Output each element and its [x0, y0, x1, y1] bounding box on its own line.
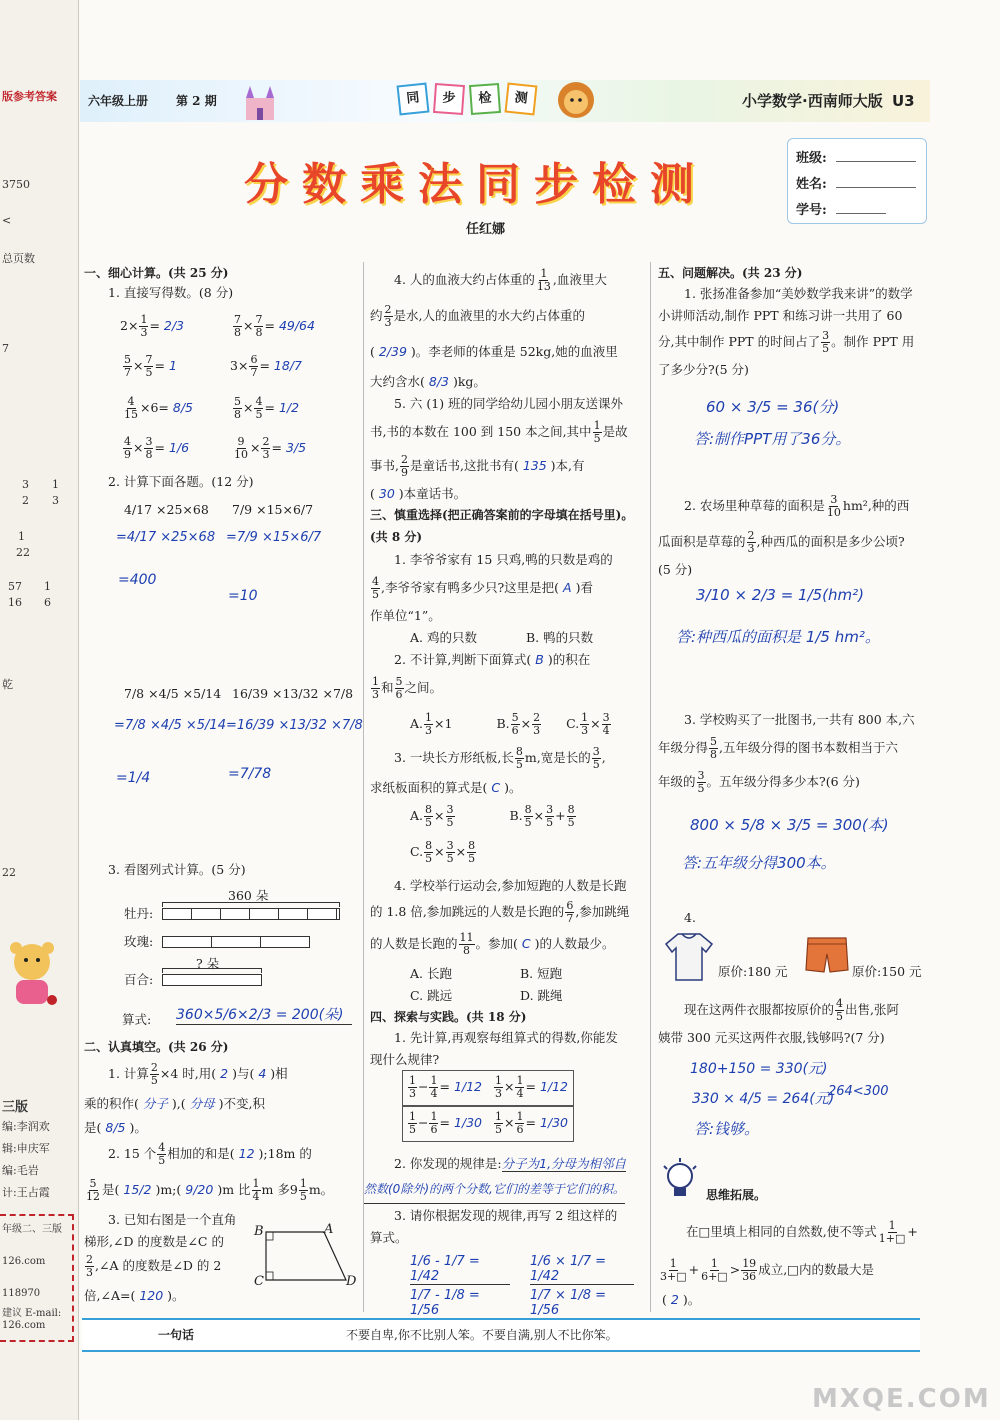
- strip-item: 3: [22, 478, 29, 491]
- strip-item: 1: [52, 478, 59, 491]
- p4-number: 4.: [684, 910, 696, 925]
- rule-answer: 分子为1,分母为相邻自: [501, 1156, 627, 1171]
- brand-code: U3: [891, 92, 915, 110]
- fill-3-line2: 梯形,∠D 的度数是∠C 的: [84, 1234, 224, 1249]
- page-title: 分数乘法同步检测: [244, 159, 708, 210]
- strip-credit: 编:毛岩: [2, 1164, 39, 1177]
- m1-line3: 作单位“1”。: [370, 608, 441, 623]
- c4-line2: 约 $\frac{2}{3}$ 是水,人的血液里的水大约占体重的: [370, 303, 585, 329]
- q1-title: 1. 直接写得数。(8 分): [108, 285, 234, 300]
- section-1-title: 一、细心计算。(共 25 分): [84, 266, 229, 280]
- m3-line1: 3. 一块长方形纸板,长 $\frac{8}{5}$ m,宽是长的 $\frac{3}{5}$ ,: [394, 745, 606, 771]
- q1-item: 3× $\frac{6}{7}$ = 18/7: [230, 353, 302, 379]
- q2-problem: 7/8 ×4/5 ×5/14: [124, 686, 222, 701]
- e1-line2: 现什么规律?: [370, 1052, 440, 1067]
- p1-line1: 1. 张扬准备参加“美妙数学我来讲”的数学: [684, 286, 913, 301]
- tag-char: 同: [397, 83, 430, 116]
- q2-work: =4/17 ×25×68: [116, 530, 216, 545]
- q1-answer: 8/5: [172, 400, 193, 415]
- fill-answer: 30: [378, 486, 395, 501]
- strip-item: 1: [44, 580, 51, 593]
- author: 任红娜: [466, 222, 506, 237]
- lion-mascot-icon: [556, 80, 596, 120]
- header-brand: [742, 90, 915, 111]
- strip-item: 6: [44, 596, 51, 609]
- p1-solution: 60 × 3/5 = 36(分): [706, 398, 840, 416]
- pattern-expr: $\frac{1}{5}$ × $\frac{1}{6}$ = 1/30: [495, 1110, 569, 1136]
- ext-line3: ( 2 )。: [662, 1292, 701, 1307]
- p2-line1: 2. 农场里种草莓的面积是 $\frac{3}{10}$ hm²,种的西: [684, 493, 910, 519]
- name-field[interactable]: [836, 187, 916, 188]
- id-field[interactable]: [836, 213, 886, 214]
- column-divider: [363, 262, 364, 1312]
- strip-credit: 计:王占霞: [2, 1186, 50, 1199]
- q1-answer: 1/2: [278, 400, 300, 415]
- section-2-title: 二、认真填空。(共 26 分): [84, 1040, 229, 1054]
- p4-solution: 330 × 4/5 = 264(元): [692, 1091, 835, 1107]
- q2-problem: 4/17 ×25×68: [124, 502, 209, 517]
- pattern-answer: 1/30: [539, 1115, 569, 1130]
- p4-solution: 180+150 = 330(元): [690, 1061, 828, 1077]
- fill-2: 2. 15 个 $\frac{4}{5}$ 相加的和是( 12 );18m 的: [108, 1141, 312, 1167]
- strip-advice: 建议 E-mail:: [2, 1308, 62, 1319]
- fill-1: 1. 计算 $\frac{2}{5}$ ×4 时,用( 2 )与( 4 )相: [108, 1061, 288, 1087]
- formula-label: 算式:: [122, 1012, 152, 1027]
- strip-email: 126.com: [2, 1320, 46, 1331]
- q1-answer: 1: [168, 358, 177, 373]
- m3-option-c: C. $\frac{8}{5}$ × $\frac{3}{5}$ × $\frac{8}{5}$: [410, 839, 476, 865]
- m3-options: A. $\frac{8}{5}$ × $\frac{3}{5}$ B. $\frac{8}{5}$ × $\frac{3}{5}$ + $\frac{8}{5}$: [410, 803, 575, 829]
- q1-item: $\frac{4}{15}$ ×6= 8/5: [124, 395, 193, 421]
- p3-solution: 800 × 5/8 × 3/5 = 300(本): [690, 816, 889, 834]
- tag-char: 步: [433, 83, 465, 115]
- p1-line4: 了多少分?(5 分): [658, 362, 749, 377]
- fill-3: 3. 已知右图是一个直角: [108, 1212, 237, 1227]
- bear-mascot-icon: [4, 940, 64, 1010]
- m4-line1: 4. 学校举行运动会,参加短跑的人数是长跑: [394, 878, 627, 893]
- p2-solution: 3/10 × 2/3 = 1/5(hm²): [696, 586, 865, 604]
- p1-line2: 小讲师活动,制作 PPT 和练习讲一共用了 60: [658, 308, 903, 323]
- p3-answer: 答:五年级分得300本。: [682, 854, 836, 872]
- m3-line2: 求纸板面积的算式是( C )。: [370, 780, 522, 795]
- strip-email: 126.com: [2, 1256, 46, 1267]
- fill-answer: 分母: [189, 1096, 215, 1111]
- new-pattern: 1/6 × 1/7 = 1/42: [530, 1254, 634, 1285]
- c5-line3: 事书, $\frac{2}{9}$ 是童话书,这批书有( 135 )本,有: [370, 453, 585, 479]
- p2-line3: (5 分): [658, 562, 693, 577]
- choice-answer: B: [535, 652, 544, 667]
- p4-compare: 264<300: [828, 1084, 889, 1099]
- c4-line1: 4. 人的血液大约占体重的 $\frac{1}{13}$ ,血液里大: [394, 267, 607, 293]
- fill-answer: 2/39: [378, 344, 407, 359]
- total-bracket: [162, 902, 340, 907]
- fill-answer: 12: [238, 1146, 255, 1161]
- row-label: 玫瑰:: [124, 934, 154, 949]
- fill-answer: 2: [220, 1066, 229, 1081]
- row-label: 百合:: [124, 972, 154, 987]
- student-info-box: [787, 138, 927, 224]
- footer-label: 一句话: [158, 1328, 195, 1342]
- strip-item: 22: [16, 546, 30, 559]
- trapezoid-diagram: [254, 1222, 358, 1292]
- e3-line1: 3. 请你根据发现的规律,再写 2 组这样的: [394, 1208, 618, 1223]
- footer-motto: 不要自卑,你不比别人笨。不要自满,别人不比你笨。: [346, 1328, 618, 1342]
- fill-answer: 分子: [142, 1096, 168, 1111]
- strip-item: 57: [8, 580, 22, 593]
- class-label: 班级:: [796, 151, 827, 166]
- section-5-title: 五、问题解决。(共 23 分): [658, 266, 803, 280]
- p3-line1: 3. 学校购买了一批图书,一共有 800 本,六: [684, 712, 915, 727]
- fill-answer: 15/2: [123, 1182, 152, 1197]
- class-field[interactable]: [836, 161, 916, 162]
- header-tag: [398, 84, 536, 114]
- strip-contact-box: [0, 1214, 74, 1342]
- ext-line1: 在□里填上相同的自然数,使不等式 $\frac{1}{1+□}$ +: [686, 1219, 918, 1245]
- formula-answer: 360×5/6×2/3 = 200(朵): [176, 1004, 352, 1025]
- strip-item: 总页数: [2, 252, 35, 265]
- strip-item: 乾: [2, 678, 13, 691]
- watermark: MXQE.COM: [812, 1384, 991, 1414]
- m2-options: A. $\frac{1}{3}$ ×1 B. $\frac{5}{6}$ × $\frac{2}{3}$ C. $\frac{1}{3}$ × $\frac{3}{4}$: [410, 711, 610, 737]
- strip-phone: 118970: [2, 1288, 41, 1299]
- m4-line2: 的 1.8 倍,参加跳远的人数是长跑的 $\frac{6}{7}$ ,参加跳绳: [370, 899, 630, 925]
- fill-3-line3: $\frac{2}{3}$ ,∠A 的度数是∠D 的 2: [86, 1253, 222, 1279]
- e3-line2: 算式。: [370, 1230, 408, 1245]
- q1-item: $\frac{9}{10}$ × $\frac{2}{3}$ = 3/5: [234, 435, 307, 461]
- c4-line4: 大约含水( 8/3 )kg。: [370, 374, 486, 389]
- pattern-expr: $\frac{1}{5}$ − $\frac{1}{6}$ = 1/30: [409, 1110, 483, 1136]
- strip-credit: 编:李润欢: [2, 1120, 50, 1133]
- strip-credit: 辑:申庆军: [2, 1142, 50, 1155]
- q1-item: $\frac{5}{8}$ × $\frac{4}{5}$ = 1/2: [234, 395, 300, 421]
- left-answer-strip: [0, 0, 79, 1420]
- trap-label-c: C: [254, 1274, 264, 1289]
- option: B. 短跑: [520, 966, 563, 981]
- strip-top-label: 版参考答案: [2, 90, 57, 103]
- trap-label-a: A: [324, 1222, 334, 1237]
- extension-title: 思维拓展。: [706, 1188, 767, 1202]
- choice-answer: C: [521, 936, 531, 951]
- p1-line3: 分,其中制作 PPT 的时间占了 $\frac{3}{5}$ 。制作 PPT 用: [658, 329, 915, 355]
- option: C. 跳远: [410, 988, 453, 1003]
- pattern-expr: $\frac{1}{3}$ × $\frac{1}{4}$ = 1/12: [495, 1074, 569, 1100]
- q2-problem: 16/39 ×13/32 ×7/8: [232, 686, 354, 701]
- c4-line3: ( 2/39 )。李老师的体重是 52kg,她的血液里: [370, 344, 618, 359]
- q1-answer: 49/64: [278, 318, 315, 333]
- diagram-unknown-label: ? 朵: [196, 956, 220, 971]
- trap-label-b: B: [254, 1224, 264, 1239]
- choice-answer: A: [563, 580, 572, 595]
- pattern-answer: 1/12: [539, 1079, 569, 1094]
- q1-answer: 1/6: [168, 440, 190, 455]
- id-label: 学号:: [796, 203, 827, 218]
- strip-item: 1: [18, 530, 25, 543]
- rose-bar: [162, 936, 310, 948]
- tshirt-icon: [664, 930, 714, 982]
- section-3-title: 三、慎重选择(把正确答案前的字母填在括号里)。(共 8 分): [370, 508, 634, 544]
- q2-answer: =400: [118, 572, 157, 588]
- q1-item: 2× $\frac{1}{3}$ = 2/3: [120, 313, 185, 339]
- tag-char: 测: [505, 83, 538, 116]
- q1-answer: 18/7: [273, 358, 302, 373]
- option: B. 鸭的只数: [526, 630, 594, 645]
- fill-3-line4: 倍,∠A=( 120 )。: [84, 1288, 185, 1303]
- q2-work: =16/39 ×13/32 ×7/8: [226, 718, 363, 733]
- header-issue: 第 2 期: [176, 94, 217, 108]
- pattern-expr: $\frac{1}{3}$ − $\frac{1}{4}$ = 1/12: [409, 1074, 483, 1100]
- lightbulb-icon: [660, 1158, 700, 1202]
- p3-line2: 年级分得 $\frac{5}{8}$ ,五年级分得的图书本数相当于六: [658, 735, 898, 761]
- trap-label-d: D: [346, 1274, 357, 1289]
- name-label: 姓名:: [796, 177, 827, 192]
- ext-line2: $\frac{1}{3+□}$ + $\frac{1}{6+□}$ > $\frac{19}{36}$ 成立,□内的数最大是: [660, 1257, 874, 1283]
- p4-line1: 现在这两件衣服都按原价的 $\frac{4}{5}$ 出售,张阿: [684, 997, 899, 1023]
- pattern-answer: 1/12: [453, 1079, 483, 1094]
- q2-answer: =1/4: [116, 770, 151, 786]
- m1-line2: $\frac{4}{5}$ ,李爷爷家有鸭多少只?这里是把( A )看: [372, 575, 593, 601]
- c5-line2: 书,书的本数在 100 到 150 本之间,其中 $\frac{1}{5}$ 是故: [370, 419, 628, 445]
- option: D. 跳绳: [520, 988, 563, 1003]
- fill-answer: 8/5: [105, 1120, 126, 1135]
- new-pattern: 1/6 - 1/7 = 1/42: [410, 1254, 510, 1285]
- fill-answer: 120: [139, 1288, 164, 1303]
- strip-item: 7: [2, 342, 9, 355]
- q2-work: =7/8 ×4/5 ×5/14: [114, 718, 226, 733]
- row-label: 牡丹:: [124, 906, 154, 921]
- footer-bar: [82, 1318, 920, 1352]
- q2-title: 2. 计算下面各题。(12 分): [108, 474, 254, 489]
- e2-line1: 2. 你发现的规律是:分子为1,分母为相邻自: [394, 1156, 627, 1171]
- p1-answer: 答:制作PPT用了36分。: [694, 430, 851, 448]
- shorts-price: 原价:150 元: [852, 964, 922, 979]
- new-pattern: 1/7 × 1/8 = 1/56: [530, 1288, 634, 1319]
- option: A. 鸡的只数: [410, 630, 477, 645]
- strip-grade-line: 年级二、三版: [2, 1224, 62, 1235]
- castle-icon: [240, 84, 280, 120]
- m4-line3: 的人数是长跑的 $\frac{11}{8}$ 。参加( C )的人数最少。: [370, 931, 615, 957]
- q2-work: =7/9 ×15×6/7: [226, 530, 322, 545]
- q2-answer: =7/78: [228, 766, 272, 782]
- pattern-box-1: [402, 1070, 574, 1106]
- tag-char: 检: [469, 83, 501, 115]
- q3-title: 3. 看图列式计算。(5 分): [108, 862, 246, 877]
- strip-item: 22: [2, 866, 16, 879]
- option: A. 长跑: [410, 966, 452, 981]
- pattern-box-2: [402, 1106, 574, 1142]
- p2-answer: 答:种西瓜的面积是 1/5 hm²。: [676, 628, 880, 646]
- pattern-answer: 1/30: [453, 1115, 483, 1130]
- m1-line1: 1. 李爷爷家有 15 只鸡,鸭的只数是鸡的: [394, 552, 613, 567]
- fill-1-line3: 是( 8/5 )。: [84, 1120, 147, 1135]
- q1-item: $\frac{7}{8}$ × $\frac{7}{8}$ = 49/64: [234, 313, 315, 339]
- p4-line2: 姨带 300 元买这两件衣服,钱够吗?(7 分): [658, 1030, 885, 1045]
- shorts-icon: [804, 934, 850, 974]
- m2-line1: 2. 不计算,判断下面算式( B )的积在: [394, 652, 591, 667]
- shirt-price: 原价:180 元: [718, 964, 788, 979]
- strip-edition: 三版: [2, 1100, 29, 1115]
- new-pattern: 1/7 - 1/8 = 1/56: [410, 1288, 510, 1319]
- e1-line1: 1. 先计算,再观察每组算式的得数,你能发: [394, 1030, 618, 1045]
- peony-bar: [162, 908, 340, 920]
- ext-answer: 2: [670, 1292, 679, 1307]
- p4-answer: 答:钱够。: [694, 1120, 760, 1138]
- diagram-total-label: 360 朵: [228, 888, 269, 903]
- brand-text: 小学数学·西南师大版: [742, 92, 883, 110]
- strip-item: 3750: [2, 178, 30, 191]
- q2-answer: =10: [228, 588, 258, 604]
- section-4-title: 四、探索与实践。(共 18 分): [370, 1010, 527, 1024]
- lily-bar: [162, 974, 262, 986]
- c5-line4: ( 30 )本童话书。: [370, 486, 467, 501]
- q1-item: $\frac{5}{7}$ × $\frac{7}{5}$ = 1: [124, 353, 177, 379]
- c5-line1: 5. 六 (1) 班的同学给幼儿园小朋友送课外: [394, 396, 624, 411]
- header-grade: 六年级上册: [88, 94, 149, 108]
- p2-line2: 瓜面积是草莓的 $\frac{2}{3}$ ,种西瓜的面积是多少公顷?: [658, 529, 905, 555]
- column-divider: [650, 262, 651, 1312]
- strip-item: 16: [8, 596, 22, 609]
- p3-line3: 年级的 $\frac{3}{5}$ 。五年级分得多少本?(6 分): [658, 769, 860, 795]
- strip-item: <: [2, 214, 12, 227]
- q1-answer: 2/3: [163, 318, 185, 333]
- m2-line2: $\frac{1}{3}$ 和 $\frac{5}{6}$ 之间。: [372, 675, 443, 701]
- q2-problem: 7/9 ×15×6/7: [232, 502, 314, 517]
- fill-answer: 8/3: [428, 374, 449, 389]
- q1-item: $\frac{4}{9}$ × $\frac{3}{8}$ = 1/6: [124, 435, 190, 461]
- fill-answer: 135: [522, 458, 547, 473]
- fill-1-line2: 乘的积作( 分子 ),( 分母 )不变,积: [84, 1096, 265, 1111]
- fill-answer: 9/20: [185, 1182, 214, 1197]
- choice-answer: C: [491, 780, 501, 795]
- q1-answer: 3/5: [285, 440, 307, 455]
- rule-answer-line2: 然数(0除外)的两个分数,它们的差等于它们的积。: [364, 1176, 625, 1204]
- lily-bracket: [162, 968, 262, 973]
- fill-answer: 4: [258, 1066, 267, 1081]
- strip-item: 3: [52, 494, 59, 507]
- strip-item: 2: [22, 494, 29, 507]
- fill-2-line2: $\frac{5}{12}$ 是( 15/2 )m;( 9/20 )m 比 $\frac{1}{4}$ m 多9 $\frac{1}{5}$ m。: [86, 1177, 334, 1203]
